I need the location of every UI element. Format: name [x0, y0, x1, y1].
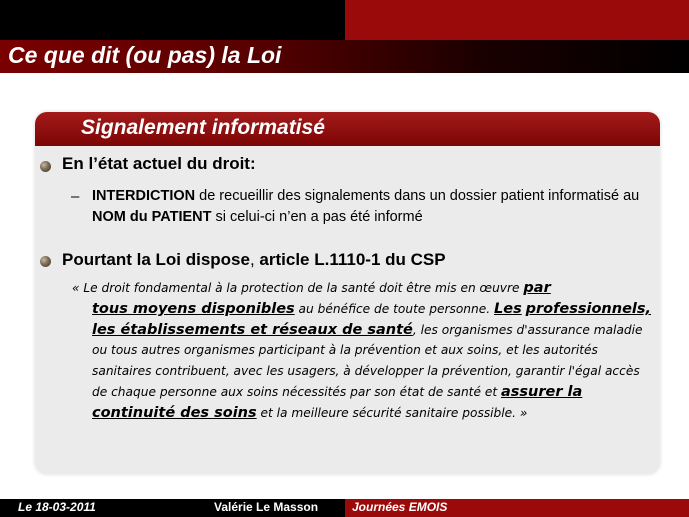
panel-header: [35, 112, 660, 146]
footer-author: Valérie Le Masson: [214, 500, 319, 514]
sub-bullet-interdiction: [92, 186, 652, 228]
quote-part-2: au bénéfice de toute personne.: [294, 302, 494, 316]
top-red-bar: [345, 0, 689, 40]
interdiction-text: de recueillir des signalements dans un dossier patient informatisé au: [195, 188, 640, 204]
top-black-bar: [0, 0, 345, 40]
quote-part-1: « Le droit fondamental à la protection de la santé doit être mis en œuvre: [72, 281, 524, 295]
patient-name-label: NOM du PATIENT: [92, 209, 212, 225]
quote-emphasis-3: assurer la continuité des soins: [92, 383, 583, 421]
quote-part-4: et la meilleure sécurité sanitaire possible. »: [256, 405, 528, 420]
quote-part-3: , les organismes d'assurance maladie ou tous autres organismes participant à la prévention et aux soins, et les autorités sanitaires contribuent, avec les usagers, à développer la prévention, garantir l'égal accès de chaque personne aux soins nécessités par son état de santé et: [92, 322, 643, 399]
quote-line-first: [72, 278, 652, 299]
footer-event: Journées EMOIS: [352, 500, 448, 514]
sub-bullet-dash: –: [71, 188, 80, 205]
quote-emphasis-1: par: [523, 280, 551, 296]
quote-emphasis-1b: tous moyens disponibles: [92, 301, 295, 317]
law-separator: ,: [249, 250, 260, 269]
footer-date: Le 18-03-2011: [18, 500, 96, 514]
law-dispose: Pourtant la Loi dispose: [62, 250, 250, 269]
bullet-icon: [40, 161, 51, 172]
quote-emphasis-2b: professionnels, les établissements et réseaux de santé: [92, 301, 652, 338]
content-panel: [35, 112, 660, 474]
quote-body: [92, 299, 655, 423]
interdiction-text-end: si celui-ci n’en a pas été informé: [211, 209, 423, 225]
panel-title: Signalement informatisé: [81, 116, 325, 139]
interdiction-label: INTERDICTION: [92, 188, 196, 204]
law-article: article L.1110-1 du CSP: [259, 250, 446, 269]
slide-title: Ce que dit (ou pas) la Loi: [8, 42, 282, 68]
bullet-icon: [40, 256, 51, 267]
title-bar: [0, 40, 689, 73]
bullet-law-article: [62, 250, 446, 270]
quote-emphasis-2: Les: [494, 301, 522, 317]
bullet-current-law: En l’état actuel du droit:: [62, 154, 256, 173]
